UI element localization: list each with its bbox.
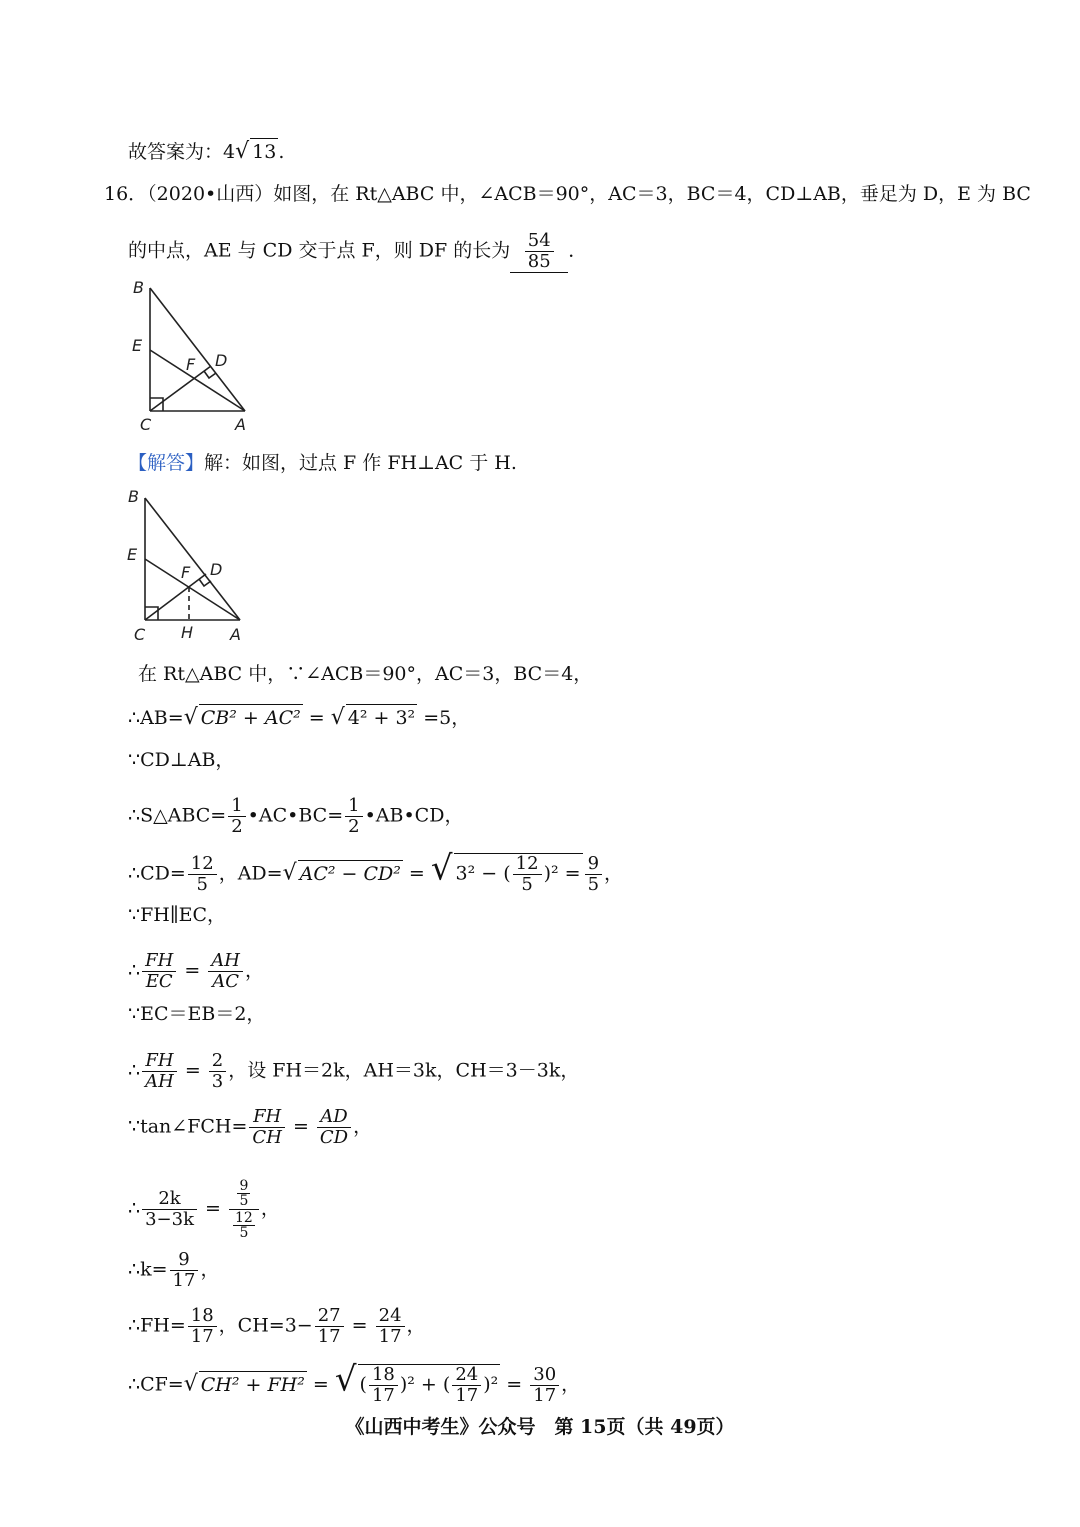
step-4-c: •AB•CD， bbox=[364, 804, 464, 827]
fraction-half bbox=[345, 796, 362, 837]
fraction-half bbox=[228, 796, 245, 837]
numerator: AH bbox=[208, 951, 243, 972]
step-1: 在 Rt△ABC 中，∵∠ACB＝90°，AC＝3，BC＝4， bbox=[138, 663, 593, 685]
fraction bbox=[237, 1179, 250, 1208]
equals: = bbox=[178, 1059, 207, 1082]
numerator: 1 bbox=[345, 796, 362, 817]
problem-line-1: 16．（2020•山西）如图，在 Rt△ABC 中，∠ACB＝90°，AC＝3，BC＝4，CD⊥AB，垂足为 D，E 为 BC bbox=[104, 183, 1031, 205]
denominator: 5 bbox=[239, 1193, 249, 1209]
step-11 bbox=[128, 1178, 280, 1241]
step-5-d: 3² − ( bbox=[455, 862, 511, 885]
step-8: ∵EC＝EB＝2， bbox=[128, 1003, 266, 1025]
label-A: A bbox=[230, 625, 241, 644]
sqrt-sign: √ bbox=[183, 705, 198, 730]
numerator: AD bbox=[317, 1107, 351, 1128]
step-5-e: )² = bbox=[543, 862, 581, 885]
fraction bbox=[142, 1051, 177, 1092]
step-2-radicand-2: 4² + 3² bbox=[346, 704, 417, 731]
step-10-end: ， bbox=[353, 1115, 373, 1138]
fraction bbox=[233, 1211, 255, 1240]
label-E: E bbox=[127, 545, 138, 564]
page-footer: 《山西中考生》公众号 第 15页（共 49页） bbox=[345, 1416, 735, 1438]
step-2-radicand-1: CB² + AC² bbox=[199, 704, 303, 731]
step-3: ∵CD⊥AB， bbox=[128, 749, 235, 771]
step-14-a: ∴CF= bbox=[128, 1373, 184, 1396]
fraction bbox=[530, 1365, 559, 1406]
step-12-a: ∴k= bbox=[128, 1258, 168, 1281]
fraction bbox=[369, 1365, 398, 1406]
numerator: 27 bbox=[315, 1306, 344, 1327]
label-C: C bbox=[140, 415, 152, 434]
therefore: ∴ bbox=[128, 1197, 141, 1220]
denominator: CD bbox=[319, 1127, 349, 1148]
fraction bbox=[188, 854, 217, 895]
fraction bbox=[188, 1306, 217, 1347]
step-2-a: ∴AB= bbox=[128, 707, 184, 729]
fraction bbox=[452, 1365, 481, 1406]
step-7 bbox=[128, 951, 264, 992]
step-10 bbox=[128, 1107, 372, 1148]
step-2-end: =5， bbox=[417, 707, 471, 729]
numerator: 12 bbox=[235, 1210, 253, 1226]
denominator: 5 bbox=[521, 874, 533, 895]
triangle-figure-2 bbox=[124, 488, 254, 648]
step-14 bbox=[128, 1359, 581, 1406]
step-2-eq: = bbox=[302, 707, 331, 729]
fraction bbox=[315, 1306, 344, 1347]
denominator: AC bbox=[212, 971, 240, 992]
step-13-b: ，CH=3− bbox=[218, 1314, 313, 1337]
denominator: 17 bbox=[533, 1385, 557, 1406]
equals: = bbox=[306, 1373, 335, 1396]
numerator: FH bbox=[249, 1107, 284, 1128]
label-A: A bbox=[235, 415, 246, 434]
numerator: 9 bbox=[585, 854, 602, 875]
paren: )² + ( bbox=[399, 1373, 451, 1396]
label-F: F bbox=[186, 355, 196, 374]
step-4-a: ∴S△ABC= bbox=[128, 804, 227, 827]
denominator: 5 bbox=[239, 1225, 249, 1241]
denominator: 3 bbox=[211, 1071, 224, 1092]
step-5-a: ∴CD= bbox=[128, 862, 186, 885]
triangle-figure-1 bbox=[128, 278, 258, 438]
denominator: AH bbox=[145, 1071, 174, 1092]
answer-fraction bbox=[525, 231, 554, 272]
step-14-radicand: CH² + FH² bbox=[199, 1371, 307, 1398]
equals: = bbox=[199, 1197, 227, 1220]
problem-line-2 bbox=[128, 231, 587, 273]
prev-answer-text: 故答案为：4 bbox=[128, 141, 236, 163]
label-D: D bbox=[210, 560, 223, 579]
step-6: ∵FH∥EC， bbox=[128, 904, 227, 926]
previous-answer bbox=[128, 138, 284, 165]
numerator: 24 bbox=[452, 1365, 481, 1386]
step-4-b: •AC•BC= bbox=[247, 804, 344, 827]
complex-top bbox=[229, 1178, 259, 1210]
equals: = bbox=[345, 1314, 374, 1337]
step-13 bbox=[128, 1306, 426, 1347]
denominator: 17 bbox=[371, 1385, 395, 1406]
label-E: E bbox=[132, 336, 143, 355]
solution-tag: 【解答】 bbox=[128, 452, 205, 474]
denominator: 17 bbox=[190, 1326, 214, 1347]
numerator: 18 bbox=[369, 1365, 398, 1386]
step-5-radicand: AC² − CD² bbox=[298, 860, 403, 887]
step-9-end: ，设 FH＝2k，AH＝3k，CH＝3－3k， bbox=[228, 1059, 580, 1082]
fraction bbox=[209, 1051, 226, 1092]
fraction bbox=[208, 951, 243, 992]
equals: = bbox=[500, 1373, 529, 1396]
sqrt-sign-large: √ bbox=[430, 848, 453, 889]
solution-intro bbox=[128, 450, 517, 476]
step-12-end: ， bbox=[200, 1258, 220, 1281]
answer-blank bbox=[510, 231, 568, 273]
step-14-radicand-2 bbox=[358, 1364, 501, 1406]
numerator: 1 bbox=[228, 796, 245, 817]
step-2 bbox=[128, 704, 470, 731]
fraction bbox=[317, 1107, 351, 1148]
step-14-end: ， bbox=[561, 1373, 581, 1396]
equals: = bbox=[178, 959, 207, 982]
therefore: ∴ bbox=[128, 1059, 141, 1082]
paren: )² bbox=[483, 1373, 499, 1396]
solution-intro-text: 解：如图，过点 F 作 FH⊥AC 于 H. bbox=[204, 452, 517, 474]
step-13-a: ∴FH= bbox=[128, 1314, 186, 1337]
step-5-end: ， bbox=[604, 862, 624, 885]
answer-numerator: 54 bbox=[525, 231, 554, 252]
denominator: 5 bbox=[196, 874, 208, 895]
sqrt-sign-large: √ bbox=[334, 1359, 357, 1400]
step-5-radicand-2 bbox=[454, 853, 583, 895]
numerator: 2k bbox=[142, 1189, 197, 1210]
denominator: 5 bbox=[587, 874, 600, 895]
equals: = bbox=[286, 1115, 315, 1138]
step-12 bbox=[128, 1250, 219, 1291]
complex-bottom bbox=[229, 1210, 259, 1241]
numerator: 18 bbox=[188, 1306, 217, 1327]
denominator: 2 bbox=[231, 816, 243, 837]
label-B: B bbox=[133, 278, 144, 297]
fraction bbox=[249, 1107, 284, 1148]
fraction bbox=[170, 1250, 199, 1291]
fraction bbox=[513, 854, 542, 895]
numerator: 2 bbox=[209, 1051, 226, 1072]
step-7-end: ， bbox=[244, 959, 264, 982]
prev-answer-radicand: 13 bbox=[250, 138, 278, 165]
numerator: 9 bbox=[239, 1178, 249, 1194]
prev-answer-suffix: . bbox=[278, 141, 285, 163]
label-H: H bbox=[181, 623, 194, 642]
numerator: 24 bbox=[376, 1306, 405, 1327]
sqrt-sign: √ bbox=[183, 1371, 198, 1397]
denominator: EC bbox=[145, 971, 173, 992]
label-C: C bbox=[134, 625, 146, 644]
fraction bbox=[585, 854, 602, 895]
sqrt-sign: √ bbox=[330, 705, 345, 730]
numerator: 30 bbox=[530, 1365, 559, 1386]
label-F: F bbox=[181, 563, 191, 582]
denominator: 17 bbox=[172, 1270, 196, 1291]
problem-text: 的中点，AE 与 CD 交于点 F，则 DF 的长为 bbox=[128, 239, 511, 262]
step-10-a: ∵tan∠FCH= bbox=[128, 1115, 248, 1138]
numerator: 12 bbox=[513, 854, 542, 875]
fraction bbox=[376, 1306, 405, 1347]
sqrt-sign: √ bbox=[235, 139, 250, 164]
sqrt-sign: √ bbox=[282, 860, 297, 886]
step-4 bbox=[128, 796, 463, 837]
label-B: B bbox=[128, 488, 139, 506]
numerator: 9 bbox=[170, 1250, 199, 1271]
denominator: 3−3k bbox=[145, 1209, 194, 1230]
step-5-b: ，AD= bbox=[218, 862, 283, 885]
step-5 bbox=[128, 848, 624, 895]
numerator: FH bbox=[142, 951, 176, 972]
label-D: D bbox=[215, 351, 228, 370]
step-9 bbox=[128, 1051, 579, 1092]
paren: ( bbox=[359, 1373, 367, 1396]
fraction bbox=[142, 1189, 197, 1230]
numerator: 12 bbox=[188, 854, 217, 875]
denominator: CH bbox=[252, 1127, 282, 1148]
denominator: 17 bbox=[455, 1385, 479, 1406]
step-13-end: ， bbox=[406, 1314, 426, 1337]
denominator: 17 bbox=[378, 1326, 402, 1347]
step-11-end: ， bbox=[260, 1197, 280, 1220]
step-5-eq: = bbox=[402, 862, 431, 885]
fraction bbox=[142, 951, 176, 992]
problem-end: ． bbox=[568, 239, 588, 262]
denominator: 17 bbox=[317, 1326, 341, 1347]
complex-fraction bbox=[229, 1178, 259, 1241]
answer-denominator: 85 bbox=[527, 251, 551, 272]
denominator: 2 bbox=[348, 816, 360, 837]
numerator: FH bbox=[142, 1051, 177, 1072]
therefore: ∴ bbox=[128, 959, 141, 982]
